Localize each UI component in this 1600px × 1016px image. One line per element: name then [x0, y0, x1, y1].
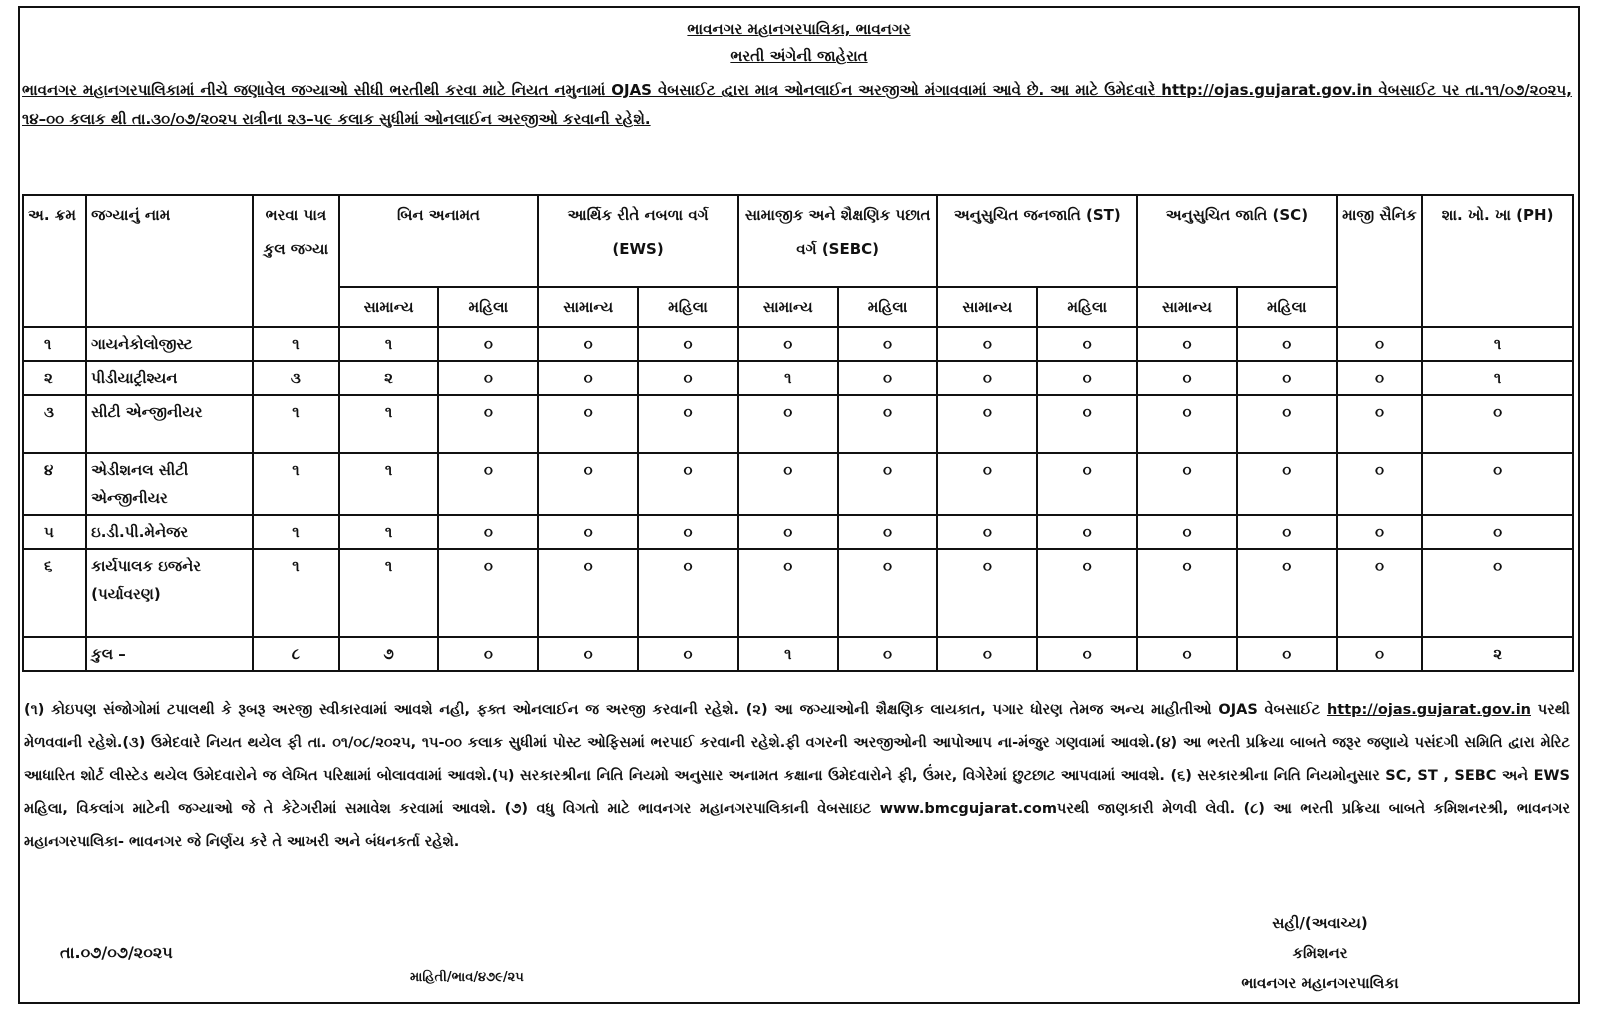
cell-ex-servicemen: ૦ — [1337, 327, 1423, 361]
table-row — [23, 327, 1573, 361]
cell-post-name: ગાયનેકોલોજીસ્ટ — [86, 327, 253, 361]
table-row — [23, 361, 1573, 395]
cell-sebc-general: ૦ — [738, 549, 838, 637]
sub-female: મહિલા — [1037, 287, 1137, 327]
cell-post-name: ઇ.ડી.પી.મેનેજર — [86, 515, 253, 549]
table-row — [23, 453, 1573, 515]
sub-general: સામાન્ય — [538, 287, 638, 327]
sub-general: સામાન્ય — [339, 287, 439, 327]
col-ews: આર્થિક રીતે નબળા વર્ગ (EWS) — [538, 195, 738, 287]
org-heading: ભાવનગર મહાનગરપાલિકા, ભાવનગર — [687, 20, 911, 38]
sub-female: મહિલા — [1237, 287, 1337, 327]
table-row — [23, 395, 1573, 453]
cell-st-female: ૦ — [1037, 361, 1137, 395]
col-ph: શા. ખો. ખા (PH) — [1422, 195, 1573, 327]
cell-gen-general: ૧ — [339, 395, 439, 453]
col-sc: અનુસુચિત જાતિ (SC) — [1137, 195, 1337, 287]
vacancy-table — [22, 194, 1574, 672]
terms-paragraph — [24, 694, 1570, 859]
cell-st-general: ૦ — [937, 395, 1037, 453]
cell-ews-general: ૦ — [538, 549, 638, 637]
cell-sc-female: ૦ — [1237, 515, 1337, 549]
cell-sc-female: ૦ — [1237, 395, 1337, 453]
col-post-name: જગ્યાનું નામ — [86, 195, 253, 327]
sub-female: મહિલા — [838, 287, 938, 327]
sub-general: સામાન્ય — [1137, 287, 1237, 327]
cell-sc-female: ૦ — [1237, 549, 1337, 637]
ojas-link[interactable]: http://ojas.gujarat.gov.in — [1326, 702, 1531, 718]
cell-ex-servicemen: ૦ — [1337, 549, 1423, 637]
cell-st-general: ૦ — [937, 453, 1037, 515]
cell-ews-general: ૦ — [538, 453, 638, 515]
notice-page — [18, 6, 1580, 1004]
total-row — [23, 637, 1573, 671]
cell-sc-general: ૦ — [1137, 549, 1237, 637]
signatory-designation: કમિશનર — [1292, 944, 1348, 962]
notice-date: તા.૦૭/૦૭/૨૦૨૫ — [60, 943, 173, 962]
cell-sebc-general: ૧ — [738, 361, 838, 395]
cell-sr: ૬ — [23, 549, 86, 637]
cell-sr: ૨ — [23, 361, 86, 395]
cell-st-female: ૦ — [1037, 395, 1137, 453]
cell-sebc-general: ૦ — [738, 515, 838, 549]
cell-ews-female: ૦ — [638, 327, 738, 361]
col-gen: બિન અનામત — [339, 195, 539, 287]
cell-sc-female: ૦ — [1237, 327, 1337, 361]
cell-ews-general: ૦ — [538, 515, 638, 549]
cell-sc-general: ૦ — [1137, 515, 1237, 549]
cell-gen-female: ૦ — [438, 549, 538, 637]
cell-sebc-general: ૧ — [738, 637, 838, 671]
cell-total: ૧ — [253, 453, 339, 515]
intro-paragraph — [22, 76, 1572, 134]
cell-sebc-female: ૦ — [838, 395, 938, 453]
cell-ews-general: ૦ — [538, 395, 638, 453]
col-ex-servicemen: માજી સૈનિક — [1337, 195, 1423, 327]
cell-st-general: ૦ — [937, 361, 1037, 395]
reference-number: માહિતી/ભાવ/૪૭૯/૨૫ — [410, 970, 524, 985]
cell-gen-female: ૦ — [438, 515, 538, 549]
cell-ews-female: ૦ — [638, 515, 738, 549]
cell-st-female: ૦ — [1037, 637, 1137, 671]
cell-st-general: ૦ — [937, 515, 1037, 549]
cell-post-name: કાર્યપાલક ઇજનેર (પર્યાવરણ) — [86, 549, 253, 637]
cell-ex-servicemen: ૦ — [1337, 637, 1423, 671]
cell-post-name: પીડીયાટ્રીશ્યન — [86, 361, 253, 395]
cell-gen-female: ૦ — [438, 453, 538, 515]
cell-ews-general: ૦ — [538, 327, 638, 361]
terms-text-2: પરથી મેળવવાની રહેશે.(૩) ઉમેદવારે નિયત થયેલ ફી તા. ૦૧/૦૮/૨૦૨૫, ૧૫-૦૦ કલાક સુધીમાં પોસ્ટ ઓફિસમાં ભરપાઈ કરવાની રહેશે.ફી વગરની અરજીઓની આપોઆપ ના-મંજુર ગણવામાં આવશે.(૪) આ ભરતી પ્રક્રિયા બાબતે જરૂર જણાયે પસંદગી સમિતિ દ્વારા મેરિટ આધારિત શોર્ટ લીસ્ટેડ થયેલ ઉમેદવારોને જ લેખિત પરિક્ષામાં બોલાવવામાં આવશે.(૫) સરકારશ્રીના નિતિ નિયમો અનુસાર અનામત કક્ષાના ઉમેદવારોને ફી, ઉંમર, વિગેરેમાં છુટછાટ આપવામાં આવશે. (૬) સરકારશ્રીના નિતિ નિયમોનુસાર SC, ST , SEBC અને EWS મહિલા, વિકલાંગ માટેની જગ્યાઓ જે તે કેટેગરીમાં સમાવેશ કરવામાં આવશે. (૭) વધુ વિગતો માટે ભાવનગર મહાનગરપાલિકાની વેબસાઇટ www.bmcgujarat.comપરથી જાણકારી મેળવી લેવી. (૮) આ ભરતી પ્રક્રિયા બાબતે કમિશનરશ્રી, ભાવનગર મહાનગરપાલિકા- ભાવનગર જે નિર્ણય કરે તે આખરી અને બંધનકર્તા રહેશે. — [24, 702, 1570, 850]
table-row — [23, 515, 1573, 549]
cell-gen-general: ૧ — [339, 549, 439, 637]
cell-sr — [23, 637, 86, 671]
cell-total: ૮ — [253, 637, 339, 671]
cell-sebc-general: ૦ — [738, 453, 838, 515]
sub-general: સામાન્ય — [937, 287, 1037, 327]
col-st: અનુસુચિત જનજાતિ (ST) — [937, 195, 1137, 287]
cell-gen-general: ૧ — [339, 327, 439, 361]
cell-ph: ૧ — [1422, 327, 1573, 361]
cell-st-general: ૦ — [937, 549, 1037, 637]
col-total: ભરવા પાત્ર કુલ જગ્યા — [253, 195, 339, 327]
cell-st-general: ૦ — [937, 637, 1037, 671]
cell-sebc-female: ૦ — [838, 515, 938, 549]
cell-sebc-female: ૦ — [838, 637, 938, 671]
cell-gen-general: ૧ — [339, 453, 439, 515]
cell-sc-general: ૦ — [1137, 395, 1237, 453]
intro-text-1: ભાવનગર મહાનગરપાલિકામાં નીચે જણાવેલ જગ્યાઓ સીધી ભરતીથી કરવા માટે નિયત નમુનામાં OJAS વેબસાઈટ દ્વારા માત્ર ઓનલાઈન અરજીઓ મંગાવવામાં આવે છે. આ માટે ઉમેદવારે — [22, 81, 1156, 99]
cell-sebc-female: ૦ — [838, 327, 938, 361]
cell-gen-female: ૦ — [438, 361, 538, 395]
cell-st-female: ૦ — [1037, 453, 1137, 515]
cell-sr: ૧ — [23, 327, 86, 361]
cell-ph: ૨ — [1422, 637, 1573, 671]
signature-line: સહી/(અવાચ્ય) — [1272, 914, 1368, 932]
signatory-organization: ભાવનગર મહાનગરપાલિકા — [1241, 974, 1399, 992]
cell-ph: ૦ — [1422, 549, 1573, 637]
cell-sc-female: ૦ — [1237, 637, 1337, 671]
cell-post-name: સીટી એન્જીનીયર — [86, 395, 253, 453]
cell-ex-servicemen: ૦ — [1337, 361, 1423, 395]
cell-sc-general: ૦ — [1137, 637, 1237, 671]
cell-st-female: ૦ — [1037, 327, 1137, 361]
cell-sr: ૫ — [23, 515, 86, 549]
sub-female: મહિલા — [438, 287, 538, 327]
intro-text-2: વેબસાઈટ પર તા.૧૧/૦૭/૨૦૨૫, ૧૪–૦૦ કલાક થી તા.૩૦/૦૭/૨૦૨૫ રાત્રીના ૨૩–૫૯ કલાક સુધીમાં ઓનલાઈન અરજીઓ કરવાની રહેશે. — [22, 81, 1572, 128]
cell-ews-female: ૦ — [638, 361, 738, 395]
cell-total: ૧ — [253, 327, 339, 361]
ojas-link[interactable]: http://ojas.gujarat.gov.in — [1161, 81, 1373, 99]
cell-ph: ૧ — [1422, 361, 1573, 395]
cell-ews-general: ૦ — [538, 361, 638, 395]
table-row — [23, 549, 1573, 637]
col-sr: અ. ક્રમ — [23, 195, 86, 327]
cell-ex-servicemen: ૦ — [1337, 453, 1423, 515]
notice-title: ભરતી અંગેની જાહેરાત — [730, 47, 868, 65]
cell-sc-general: ૦ — [1137, 327, 1237, 361]
cell-sc-female: ૦ — [1237, 361, 1337, 395]
cell-total: ૧ — [253, 515, 339, 549]
cell-sebc-female: ૦ — [838, 361, 938, 395]
cell-gen-female: ૦ — [438, 637, 538, 671]
sub-general: સામાન્ય — [738, 287, 838, 327]
cell-gen-general: ૭ — [339, 637, 439, 671]
cell-gen-general: ૧ — [339, 515, 439, 549]
cell-total: ૧ — [253, 395, 339, 453]
cell-st-general: ૦ — [937, 327, 1037, 361]
signature-block — [1190, 908, 1450, 998]
terms-text-1: (૧) કોઇપણ સંજોગોમાં ટપાલથી કે રૂબરૂ અરજી સ્વીકારવામાં આવશે નહી, ફક્ત ઓનલાઈન જ અરજી કરવાની રહેશે. (૨) આ જગ્યાઓની શૈક્ષણિક લાયકાત, પગાર ધોરણ તેમજ અન્ય માહીતીઓ OJAS વેબસાઈટ — [24, 702, 1321, 718]
cell-post-name: એડીશનલ સીટી એન્જીનીયર — [86, 453, 253, 515]
cell-total: ૩ — [253, 361, 339, 395]
cell-ews-female: ૦ — [638, 549, 738, 637]
cell-ph: ૦ — [1422, 453, 1573, 515]
cell-ex-servicemen: ૦ — [1337, 395, 1423, 453]
cell-ews-female: ૦ — [638, 395, 738, 453]
sub-female: મહિલા — [638, 287, 738, 327]
cell-ex-servicemen: ૦ — [1337, 515, 1423, 549]
cell-ews-female: ૦ — [638, 637, 738, 671]
cell-total-label: કુલ – — [86, 637, 253, 671]
cell-sebc-general: ૦ — [738, 327, 838, 361]
cell-total: ૧ — [253, 549, 339, 637]
cell-gen-general: ૨ — [339, 361, 439, 395]
cell-gen-female: ૦ — [438, 327, 538, 361]
cell-sebc-general: ૦ — [738, 395, 838, 453]
cell-ews-female: ૦ — [638, 453, 738, 515]
cell-ph: ૦ — [1422, 395, 1573, 453]
cell-sr: ૩ — [23, 395, 86, 453]
cell-ews-general: ૦ — [538, 637, 638, 671]
cell-gen-female: ૦ — [438, 395, 538, 453]
cell-sebc-female: ૦ — [838, 549, 938, 637]
cell-st-female: ૦ — [1037, 549, 1137, 637]
cell-st-female: ૦ — [1037, 515, 1137, 549]
cell-sr: ૪ — [23, 453, 86, 515]
col-sebc: સામાજીક અને શૈક્ષણિક પછાત વર્ગ (SEBC) — [738, 195, 938, 287]
cell-sc-female: ૦ — [1237, 453, 1337, 515]
cell-sc-general: ૦ — [1137, 361, 1237, 395]
cell-ph: ૦ — [1422, 515, 1573, 549]
cell-sebc-female: ૦ — [838, 453, 938, 515]
cell-sc-general: ૦ — [1137, 453, 1237, 515]
